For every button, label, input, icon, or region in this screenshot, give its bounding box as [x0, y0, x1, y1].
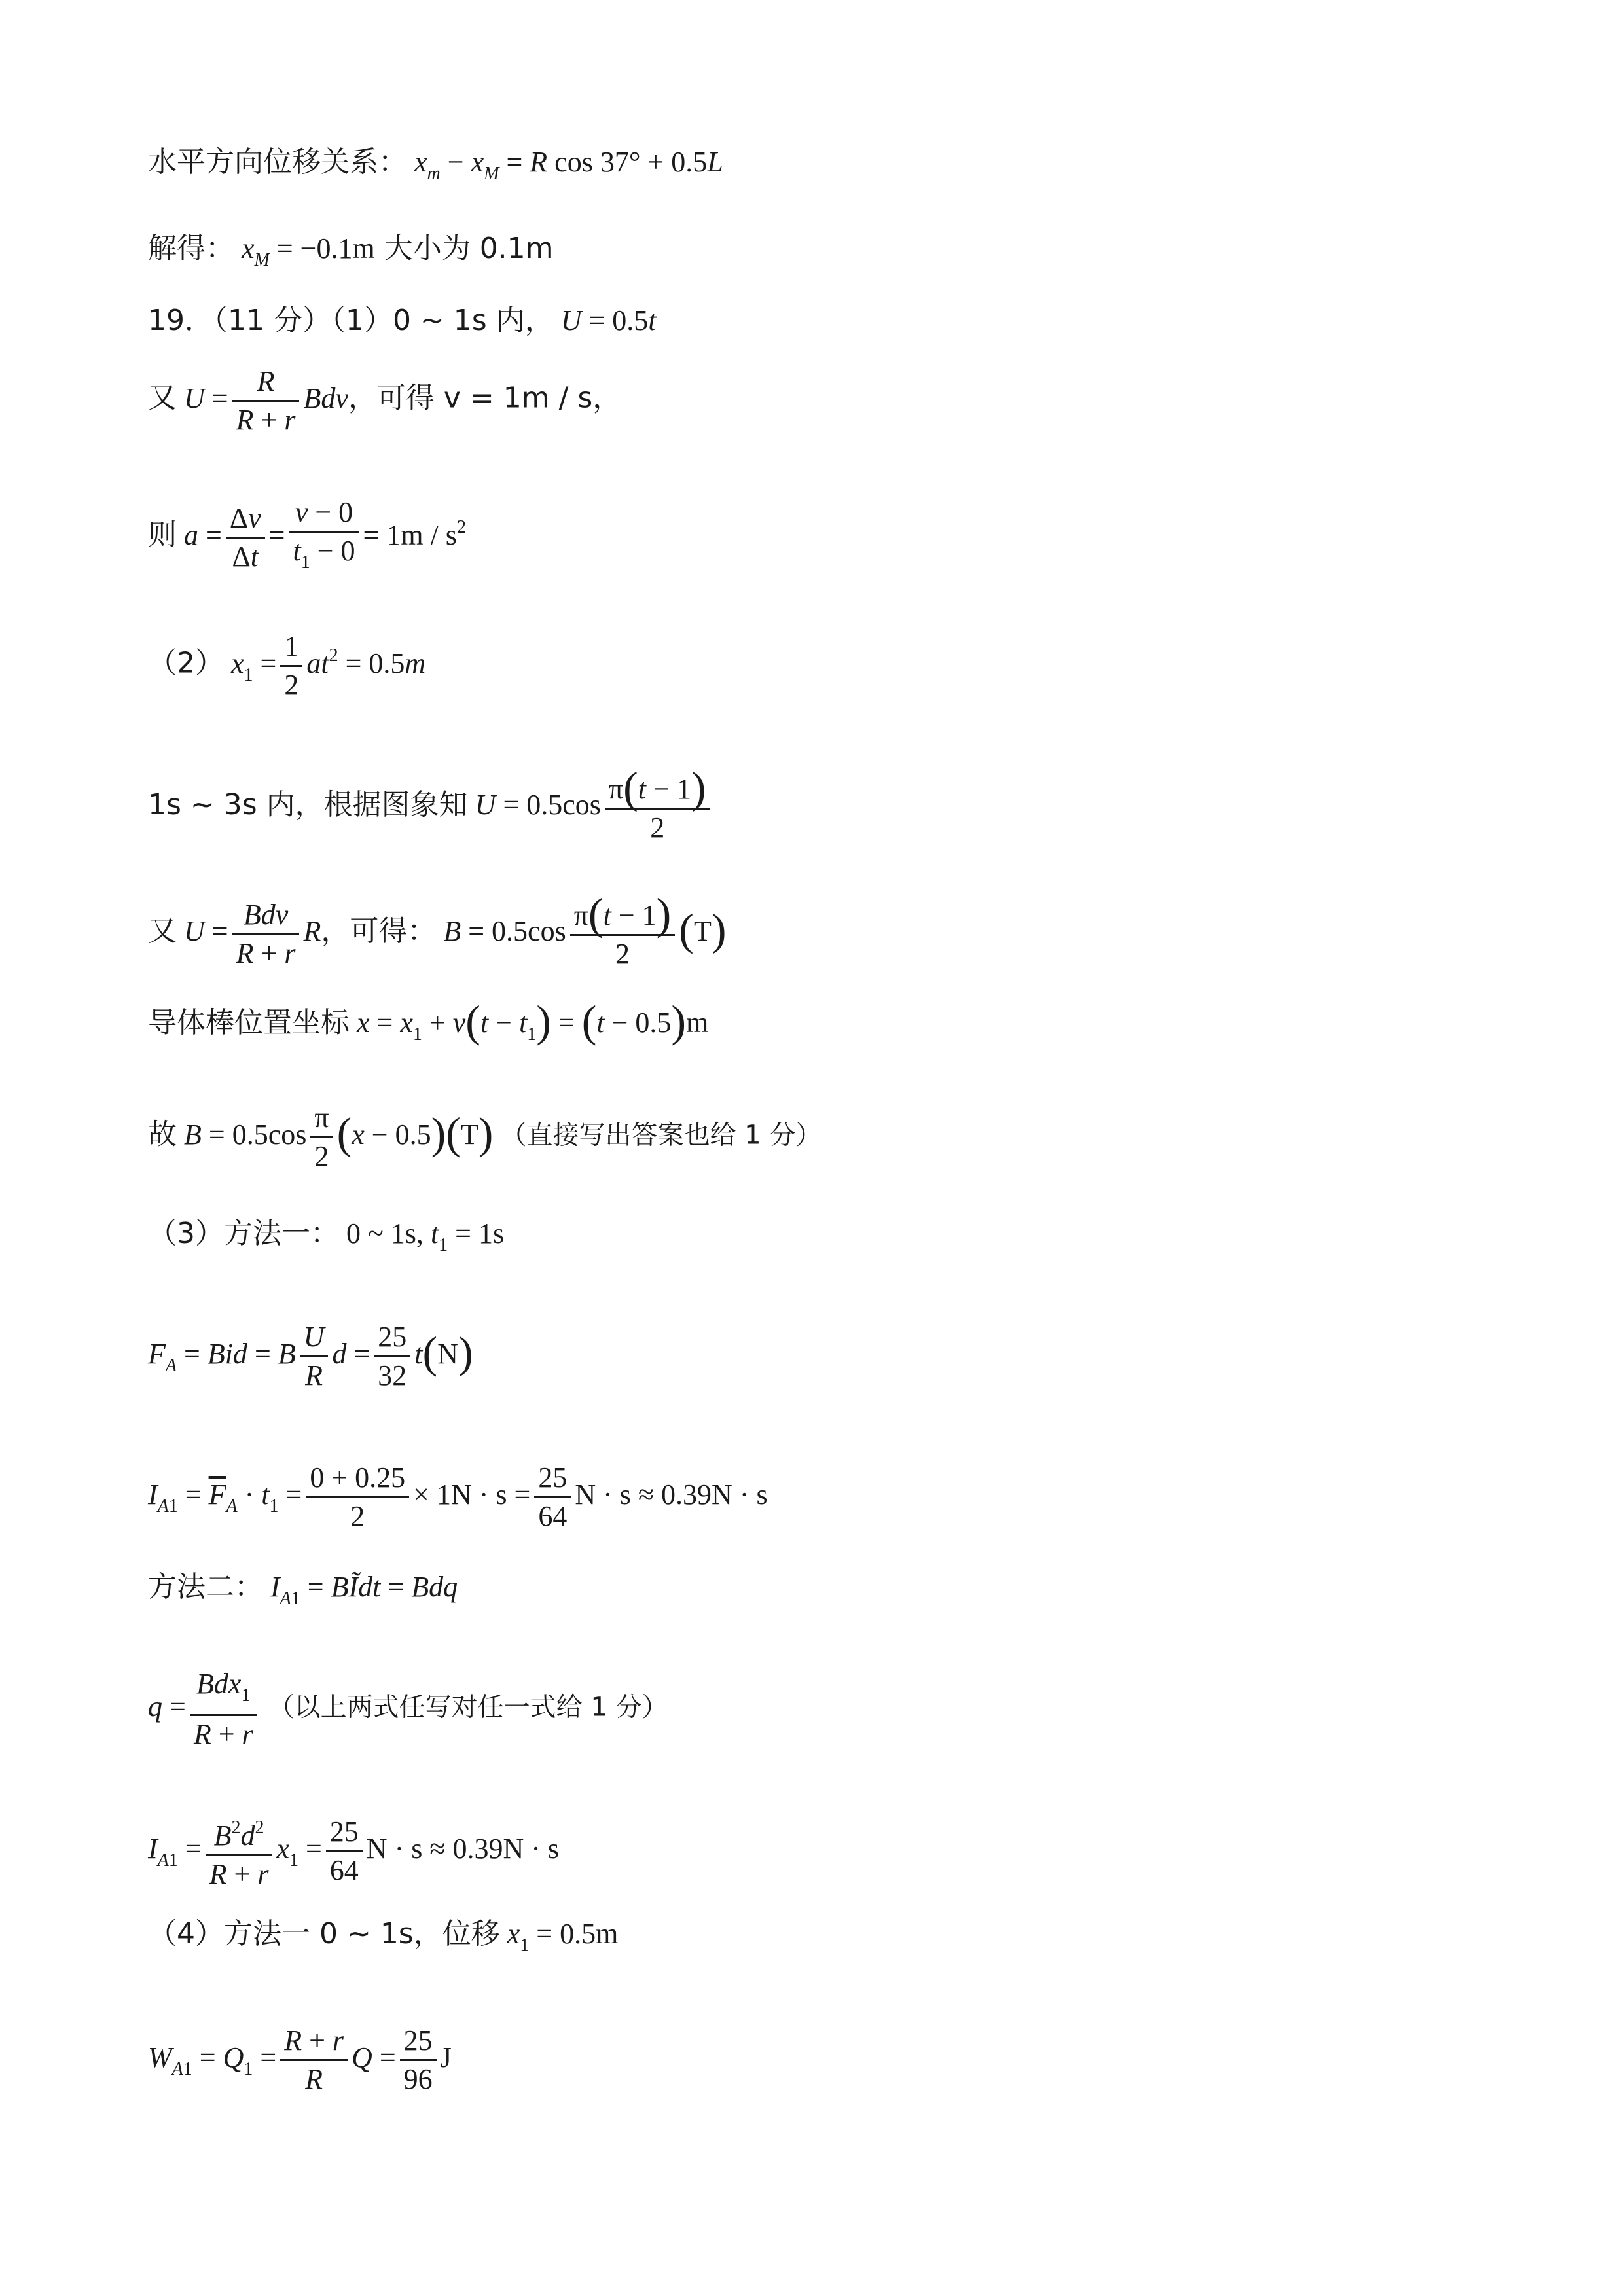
- line-voltage-relation: [148, 363, 621, 439]
- formula: $x_M = -0.1m$: [242, 232, 375, 270]
- formula: $I_{A1}$ = BĨdt = Bdq: [270, 1571, 458, 1609]
- line-charge: [148, 1666, 668, 1753]
- formula: $F_A$ = Bid = B $\frac{U}{R}$ d = $\frac{25}{32}$ t(N): [148, 1338, 473, 1370]
- line-acceleration: [148, 494, 466, 581]
- line-label: （2）: [148, 646, 224, 680]
- line-note: （以上两式任写对任一式给 1 分）: [268, 1692, 668, 1723]
- line-impulse-method2: [148, 1810, 559, 1893]
- formula: $I_{A1} = \overline{F}_A \cdot t_1$ = $\frac{0 + 0.25}{2}$ × 1N · s = $\frac{25}{64}$ N · s ≈ 0.39N · s: [148, 1479, 768, 1511]
- line-label: 水平方向位移关系：: [148, 145, 407, 179]
- line-note: （直接写出答案也给 1 分）: [500, 1120, 822, 1151]
- formula: B = 0.5cos $\frac{\pi}{2}$ (x − 0.5)(T): [184, 1119, 493, 1151]
- line-suffix: ，可得 v = 1m / s，: [348, 381, 622, 415]
- line-ampere-force: [148, 1319, 473, 1394]
- line-result: [148, 229, 554, 280]
- formula: $I_{A1}$ = $\frac{B^2d^2}{R + r}$ $x_1$ = $\frac{25}{64}$ N · s ≈ 0.39N · s: [148, 1833, 559, 1865]
- question-19-heading: [148, 301, 657, 340]
- formula: $x = x_1 + v(t - t_1) = (t - 0.5)m$: [357, 996, 709, 1046]
- line-label: 又: [148, 914, 177, 948]
- formula: $x_1$ = $\frac{1}{2}$ $at^2 = 0.5m$: [231, 647, 425, 679]
- line-label: （3）方法一：: [148, 1217, 339, 1250]
- line-part2-displacement: [148, 628, 425, 704]
- formula: U = 0.5t: [560, 304, 657, 336]
- line-position-coordinate: [148, 996, 709, 1054]
- formula: U = $\frac{R}{R + r}$ Bdv: [184, 382, 348, 414]
- formula: B = 0.5cos $\frac{\pi(t - 1)}{2}$ (T): [443, 889, 727, 970]
- line-impulse-method1: [148, 1460, 768, 1535]
- line-mid: ，可得：: [321, 914, 437, 948]
- line-horizontal-displacement: [148, 143, 723, 194]
- line-work: [148, 2022, 452, 2098]
- line-label: （4）方法一 0 ~ 1s，位移: [148, 1917, 500, 1950]
- line-field-expression: [148, 889, 727, 973]
- line-label: 19．（11 分）（1）0 ~ 1s 内，: [148, 304, 554, 337]
- formula: U = $\frac{\text{Bdv}}{R + r}$ R: [184, 915, 321, 947]
- line-label: 导体棒位置坐标: [148, 1006, 350, 1039]
- line-part3-method2: [148, 1568, 458, 1619]
- formula: q = $\frac{Bdx_1}{R + r}$: [148, 1691, 261, 1723]
- line-label: 解得：: [148, 232, 234, 265]
- line-label: 1s ~ 3s 内，根据图象知: [148, 788, 468, 822]
- line-part4-method1: [148, 1914, 618, 1965]
- line-label: 方法二：: [148, 1570, 263, 1604]
- formula: $x_1 = 0.5m$: [507, 1918, 619, 1956]
- formula: 0 ~ 1s, $t_1 = 1s$: [346, 1217, 505, 1255]
- line-graph-voltage: [148, 762, 714, 846]
- formula: U = 0.5cos $\frac{\pi(t - 1)}{2}$: [475, 789, 714, 821]
- line-field-answer: [148, 1100, 821, 1175]
- formula: $x_m - x_M = R$ cos 37° + 0.5L: [414, 146, 723, 184]
- line-label: 则: [148, 518, 177, 552]
- line-part3-method1: [148, 1214, 504, 1265]
- line-suffix: 大小为 0.1m: [374, 232, 554, 265]
- formula: a = $\frac{\Delta v}{\Delta t}$ = $\frac{v - 0}{t_1 - 0}$ = $1m / s^2$: [184, 519, 466, 551]
- line-label: 又: [148, 381, 177, 415]
- formula: $W_{A1} = Q_1$ = $\frac{R + r}{R}$ Q = $\frac{25}{96}$ J: [148, 2041, 452, 2073]
- line-label: 故: [148, 1117, 177, 1151]
